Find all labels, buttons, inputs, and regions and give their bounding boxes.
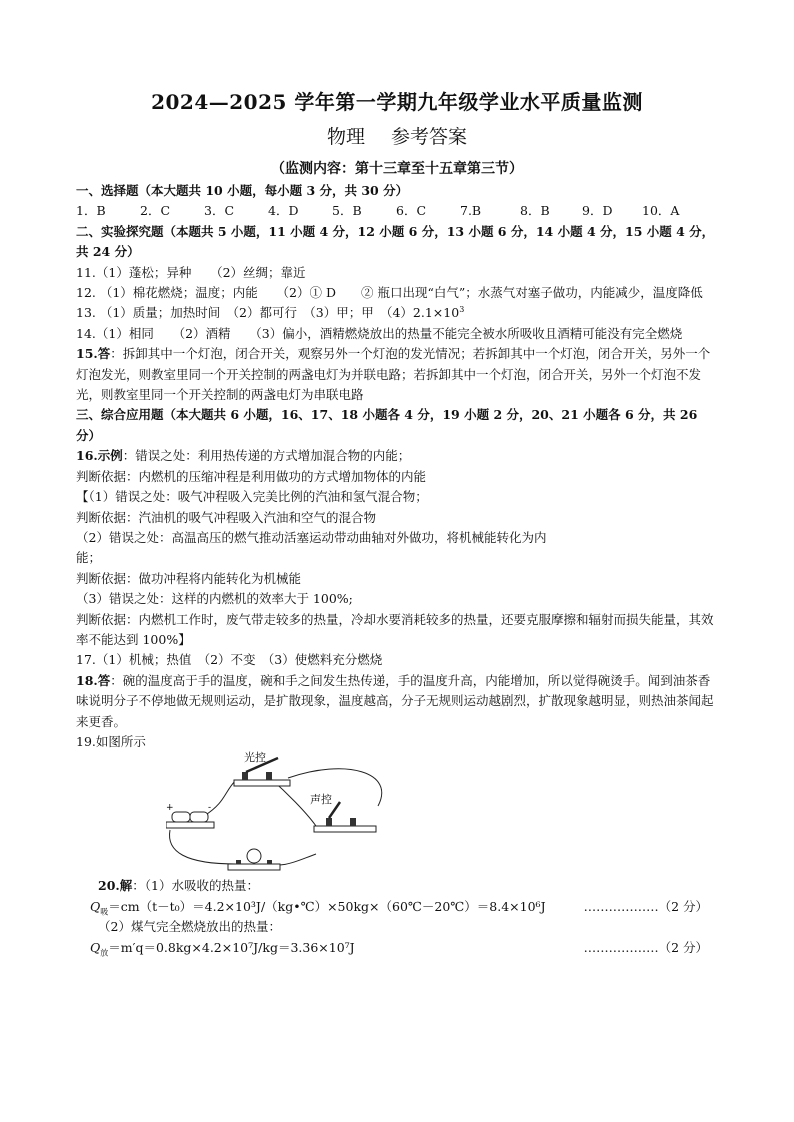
answer-q16-line: 判断依据：做功冲程将内能转化为机械能 <box>76 570 302 586</box>
switch-terminal <box>350 818 356 826</box>
section2-heading: 二、实验探究题（本题共 5 小题，11 小题 4 分，12 小题 6 分，13 小题 6 分，14 小题 4 分，15 小题 4 分，共 24 分） <box>76 223 715 260</box>
switch-terminal <box>326 818 332 826</box>
wire <box>288 769 382 806</box>
light-control-label: 光控 <box>244 751 266 765</box>
answer-q16-line: 判断依据：内燃机工作时，废气带走较多的热量，冷却水要消耗较多的热量，还要克服摩擦和辐射而损失能量，其效率不能达到 100%】 <box>76 611 714 647</box>
answer-q14: 14.（1）相同 （2）酒精 （3）偏小，酒精燃烧放出的热量不能完全被水所吸收且酒精可能没有完全燃烧 <box>76 325 683 341</box>
lamp-base <box>228 864 280 870</box>
page-subtitle <box>0 122 794 149</box>
answer-content <box>76 181 718 958</box>
mc-answer: 1．B <box>76 203 106 219</box>
answer-q20-line: （2）煤气完全燃烧放出的热量： <box>98 919 281 935</box>
answer-q16-line: 判断依据：汽油机的吸气冲程吸入汽油和空气的混合物 <box>76 509 377 525</box>
switch-base <box>234 780 290 786</box>
bulb-icon <box>247 849 261 863</box>
answer-q19: 19.如图所示 <box>76 733 146 749</box>
mc-answer: 10．A <box>642 203 680 219</box>
circuit-figure <box>76 752 718 876</box>
answer-q12: 12. （1）棉花燃烧；温度；内能 （2）① D ② 瓶口出现“白气”；水蒸气对塞子做功，内能减少，温度降低 <box>76 285 703 301</box>
switch-base <box>314 826 376 832</box>
battery-cell <box>172 812 190 822</box>
switch-terminal <box>242 772 248 780</box>
lamp-terminal <box>267 860 272 864</box>
answer-q11: 11.（1）蓬松；异种 （2）丝绸；靠近 <box>76 264 306 280</box>
battery-minus: - <box>208 803 212 814</box>
equation-row: $Q_吸=cm(t-t_0)=4.2\times 10^3J/(kg•℃)\times 50kg\times(60℃-20℃)=8.4\times 10^6J$ ………………（2 分） <box>90 898 708 917</box>
doc-type-label: 参考答案 <box>391 126 468 148</box>
mc-answer: 3．C <box>204 203 235 219</box>
mc-answer: 2．C <box>140 203 171 219</box>
answer-q16-line: （2）错误之处：高温高压的燃气推动活塞运动带动曲轴对外做功，将机械能转化为内 <box>76 529 547 545</box>
page-title: 2024—2025 学年第一学期九年级学业水平质量监测 <box>151 90 643 114</box>
wire <box>170 830 236 864</box>
lamp-terminal <box>236 860 241 864</box>
circuit-diagram <box>166 752 446 876</box>
mc-answer: 4．D <box>268 203 299 219</box>
answer-q16-line: 能； <box>76 550 102 566</box>
answer-q16-line: 【（1）错误之处：吸气冲程吸入完美比例的汽油和氢气混合物； <box>76 489 428 505</box>
answer-q18: 18.答：碗的温度高于手的温度，碗和手之间发生热传递，手的温度升高，内能增加，所以觉得碗烫手。闻到油茶香味说明分子不停地做无规则运动，是扩散现象，温度越高，分子无规则运动越剧烈，扩散现象越明显，则热油茶闻起来更香。 <box>76 672 714 729</box>
answer-q17: 17.（1）机械；热值 （2）不变 （3）使燃料充分燃烧 <box>76 652 383 668</box>
mc-answer: 5．B <box>332 203 362 219</box>
battery-base <box>166 822 214 828</box>
battery-plus: + <box>166 803 174 814</box>
mc-answer: 6．C <box>396 203 427 219</box>
mc-answer: 7.B <box>460 203 482 219</box>
equation-row: $Q_放=m'q=0.8kg\times 4.2\times 10^7J/kg=3.36\times 10^7J$ ………………（2 分） <box>90 939 708 958</box>
answer-q16: 16.示例：错误之处：利用热传递的方式增加混合物的内能； <box>76 448 411 464</box>
score-marker: ………………（2 分） <box>583 939 708 955</box>
mc-answer: 9．D <box>582 203 613 219</box>
scope-note: （监测内容：第十三章至十五章第三节） <box>271 161 523 177</box>
mc-answer-row <box>76 201 718 221</box>
section1-heading: 一、选择题（本大题共 10 小题，每小题 3 分，共 30 分） <box>76 183 409 198</box>
answer-q16-line: 判断依据：内燃机的压缩冲程是利用做功的方式增加物体的内能 <box>76 468 427 484</box>
answer-q13: 13. （1）质量；加热时间 （2）都可行 （3）甲；甲 $(4)2.1\times 10^3$ <box>76 305 465 321</box>
mc-answer: 8．B <box>520 203 550 219</box>
switch-terminal <box>266 772 272 780</box>
score-marker: ………………（2 分） <box>583 898 708 914</box>
answer-q20: 20.解：（1）水吸收的热量： <box>98 878 259 894</box>
answer-q16-line: （3）错误之处：这样的内燃机的效率大于 100%; <box>76 591 353 607</box>
section3-heading: 三、综合应用题（本大题共 6 小题，16、17、18 小题各 4 分，19 小题 2 分，20、21 小题各 6 分，共 26 分） <box>76 407 698 443</box>
battery-cell <box>190 812 208 822</box>
sound-control-label: 声控 <box>310 793 332 807</box>
subject-label: 物理 <box>326 126 365 148</box>
answer-q15: 15.答：拆卸其中一个灯泡，闭合开关，观察另外一个灯泡的发光情况；若拆卸其中一个灯泡，闭合开关，另外一个灯泡发光，则教室里同一个开关控制的两盏电灯为并联电路；若拆卸其中一个灯泡，闭合开关，另外一个灯泡不发光，则教室里同一个开关控制的两盏电灯为串联电路 <box>76 346 711 403</box>
